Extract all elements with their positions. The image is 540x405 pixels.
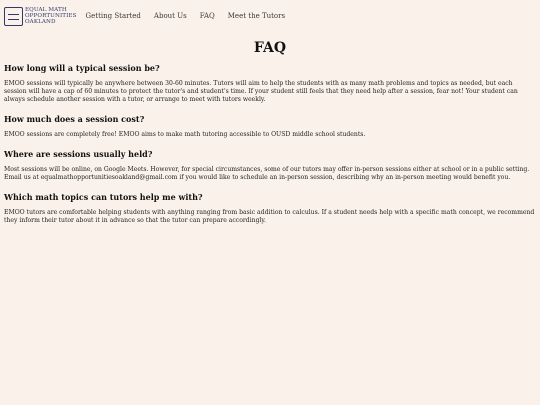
faq-item: [4, 114, 536, 139]
faq-question: Where are sessions usually held?: [4, 149, 153, 159]
page-title: FAQ: [253, 40, 287, 56]
faq-list: [0, 63, 540, 225]
faq-answer: EMOO sessions are completely free! EMOO aims to make math tutoring accessible to OUSD middle school students.: [4, 131, 366, 138]
faq-question: How much does a session cost?: [4, 114, 145, 124]
logo-line: EQUAL MATH: [25, 7, 67, 13]
logo-text: [25, 7, 77, 25]
nav-link-meet-the-tutors[interactable]: Meet the Tutors: [227, 12, 286, 20]
faq-item: [4, 192, 536, 225]
site-logo[interactable]: [4, 5, 77, 27]
faq-answer: EMOO tutors are comfortable helping students with anything ranging from basic addition to calculus. If a student needs help with a specific math concept, we recommend they inform their tutor about it in advance so that the tutor can prepare accordingly.: [4, 209, 535, 224]
faq-answer: EMOO sessions will typically be anywhere between 30-60 minutes. Tutors will aim to help the students with as many math problems and topics as needed, but each session will have a cap of 60 minutes to protect the tutor's and student's time. If your student still feels that they need help after a session, fear not! Your student can always schedule another session with a tutor, or arrange to meet with tutors weekly.: [4, 80, 518, 103]
nav-link-about-us[interactable]: About Us: [153, 12, 187, 20]
logo-line: OPPORTUNITIES: [25, 13, 77, 19]
logo-equal-icon: [4, 7, 23, 26]
faq-answer: Most sessions will be online, on Google Meets. However, for special circumstances, some of our tutors may offer in-person sessions either at school or in a public setting. Email us at equalmathopportunitiesoakland@gmail.com if you would like to schedule an in-person session, describing why an in-person meeting would benefit you.: [4, 166, 530, 181]
nav-links: [86, 12, 299, 20]
top-nav: [0, 0, 540, 32]
faq-item: [4, 149, 536, 182]
logo-line: OAKLAND: [25, 19, 56, 25]
nav-link-faq[interactable]: FAQ: [199, 12, 215, 20]
faq-question: How long will a typical session be?: [4, 63, 160, 73]
faq-item: [4, 63, 536, 104]
nav-link-getting-started[interactable]: Getting Started: [85, 12, 141, 20]
faq-question: Which math topics can tutors help me with?: [4, 192, 203, 202]
